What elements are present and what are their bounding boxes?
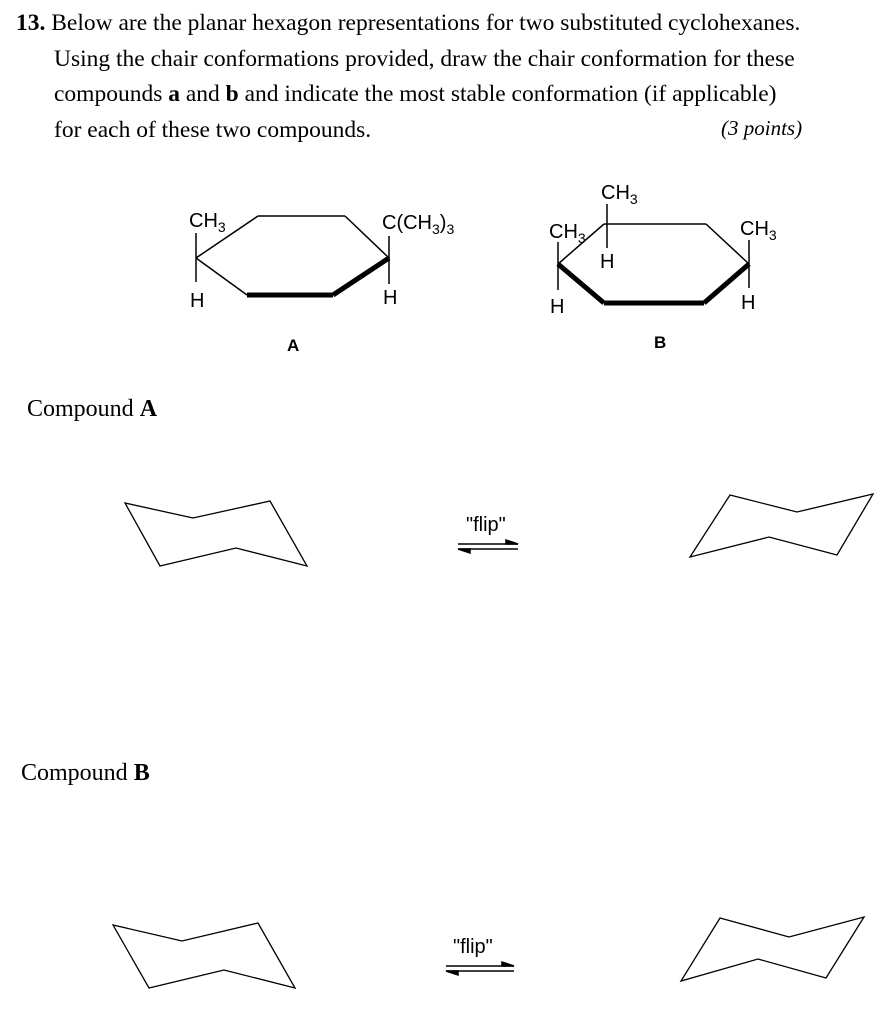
hexagon-b-h-left: H — [550, 296, 565, 318]
hexagon-b-h-top: H — [600, 251, 615, 273]
hexagon-b-label: B — [654, 333, 667, 352]
question-number: 13. — [16, 10, 46, 36]
compound-a-equilibrium-arrows-icon — [458, 540, 518, 553]
hexagon-b-lower-left-edge — [558, 264, 604, 303]
compound-b-chair-right — [681, 917, 864, 981]
compound-b-chair-left — [113, 923, 295, 988]
question-line-3-mid: and — [179, 81, 226, 107]
question-b-bold: b — [225, 81, 239, 107]
compound-b-equilibrium-arrows-icon — [446, 962, 514, 975]
hexagon-a-ch3-left: $CH_3$ — [189, 210, 226, 235]
compound-a-chair-left — [125, 501, 307, 566]
hexagon-a-h-right: H — [383, 287, 398, 309]
points-label: (3 points) — [721, 116, 803, 140]
compound-a-label-letter: A — [139, 396, 158, 422]
compound-a-label-text: Compound — [27, 396, 140, 422]
hexagon-b-ch3-top: $CH_3$ — [601, 182, 638, 207]
hexagon-b-ch3-left: $CH_3$ — [549, 221, 586, 246]
hexagon-a-lower-right-edge — [333, 258, 389, 295]
question-line-3-pre: compounds — [54, 81, 169, 107]
question-line-1-text: Below are the planar hexagon representations for two substituted cyclohexanes. — [51, 10, 801, 36]
question-line-2: Using the chair conformations provided, draw the chair conformation for these — [54, 45, 795, 72]
compound-a-chair-right — [690, 494, 873, 557]
hexagon-a-tbutyl-right: $C(CH_3)_3$ — [382, 212, 455, 237]
hexagon-a-label: A — [287, 336, 300, 355]
hexagon-b-ch3-right: $CH_3$ — [740, 218, 777, 243]
compound-b-label-text: Compound — [21, 760, 134, 786]
question-a-bold: a — [168, 81, 180, 107]
hexagon-b-h-right: H — [741, 292, 756, 314]
question-line-3-post: and indicate the most stable conformation (if applicable) — [238, 81, 777, 107]
hexagon-b — [558, 204, 749, 303]
hexagon-a-h-left: H — [190, 290, 205, 312]
compound-b-label-letter: B — [133, 760, 150, 786]
question-line-4: for each of these two compounds. — [54, 116, 372, 143]
compound-a-flip-label: "flip" — [466, 514, 506, 536]
compound-b-flip-label: "flip" — [453, 936, 493, 958]
